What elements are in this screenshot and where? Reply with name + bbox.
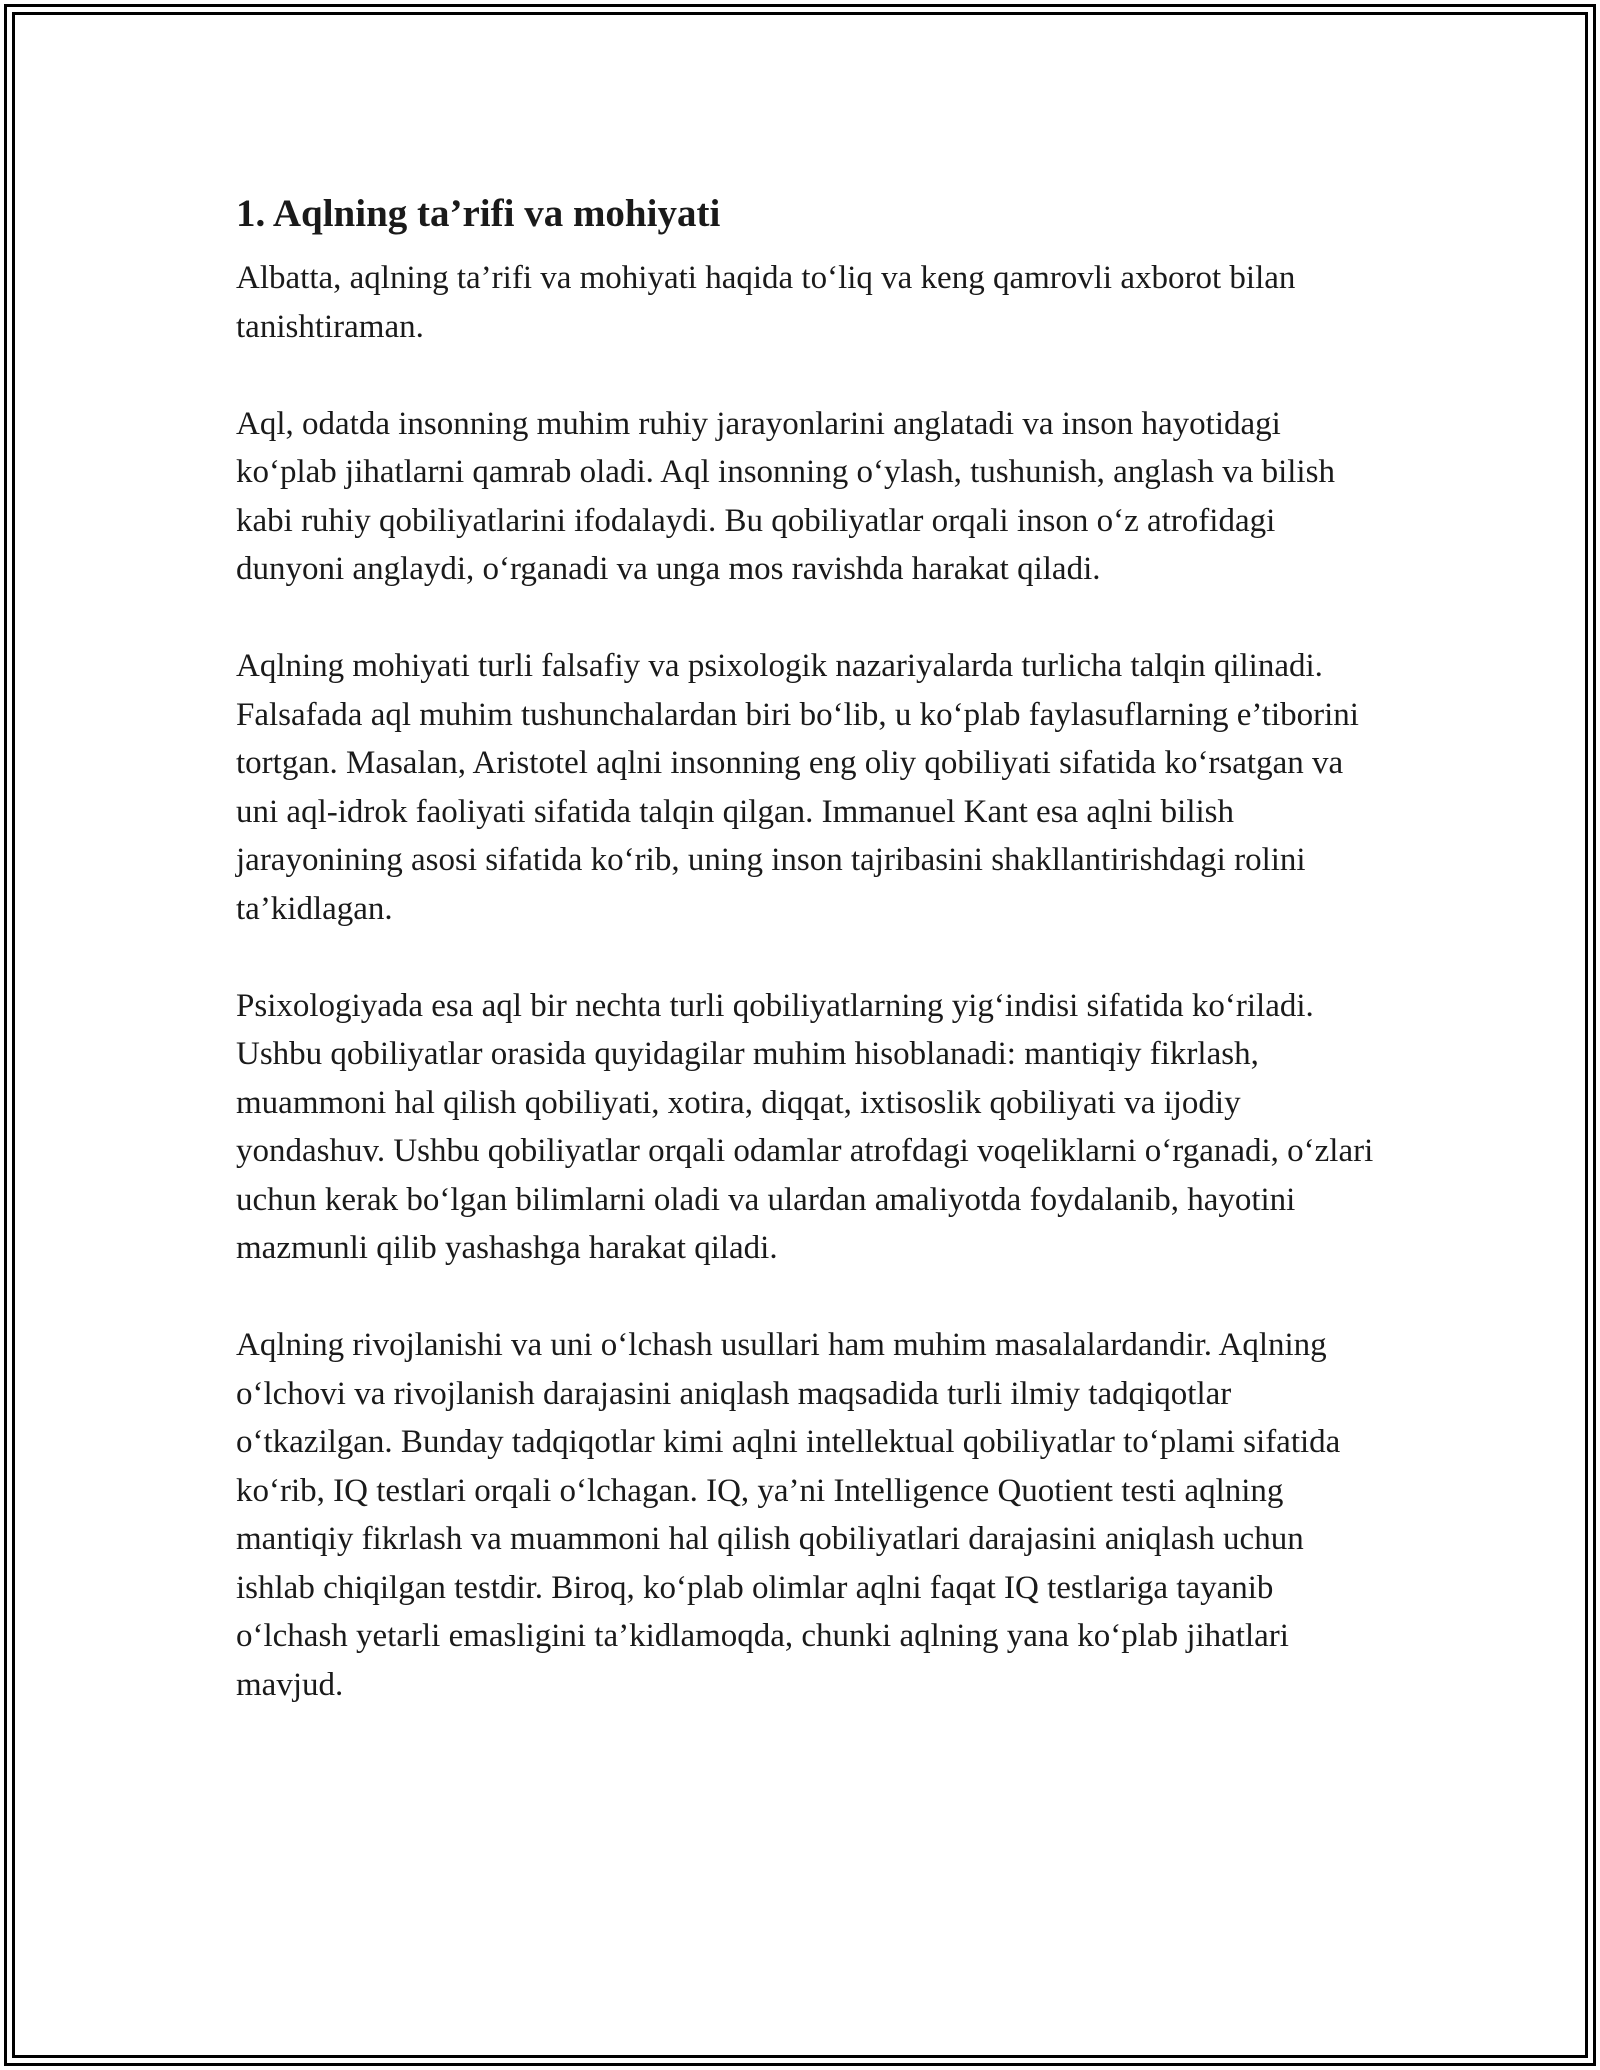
paragraph-intro: Albatta, aqlning ta’rifi va mohiyati haqida to‘liq va keng qamrovli axborot bilan tanishtiraman.: [236, 260, 1296, 345]
paragraph-philosophy: Aqlning mohiyati turli falsafiy va psixologik nazariyalarda turlicha talqin qilinadi. Falsafada aql muhim tushunchalardan biri bo‘lib, u ko‘plab faylasuflarning e’tiborini tortgan. Masalan, Aristotel aqlni insonning eng oliy qobiliyati sifatida ko‘rsatgan va uni aql-idrok faoliyati sifatida talqin qilgan. Immanuel Kant esa aqlni bilish jarayonining asosi sifatida ko‘rib, uning inson tajribasini shakllantirishdagi rolini ta’kidlagan.: [236, 648, 1359, 927]
paragraph-psychology: Psixologiyada esa aql bir nechta turli qobiliyatlarning yig‘indisi sifatida ko‘riladi. Ushbu qobiliyatlar orasida quyidagilar muhim hisoblanadi: mantiqiy fikrlash, muammoni hal qilish qobiliyati, xotira, diqqat, ixtisoslik qobiliyati va ijodiy yondashuv. Ushbu qobiliyatlar orqali odamlar atrofdagi voqeliklarni o‘rganadi, o‘zlari uchun kerak bo‘lgan bilimlarni oladi va ulardan amaliyotda foydalanib, hayotini mazmunli qilib yashashga harakat qiladi.: [236, 987, 1374, 1266]
section-heading: 1. Aqlning ta’rifi va mohiyati: [236, 192, 721, 235]
document-body: [236, 188, 1376, 1758]
paragraph-definition: Aql, odatda insonning muhim ruhiy jarayonlarini anglatadi va inson hayotidagi ko‘plab jihatlarni qamrab oladi. Aql insonning o‘ylash, tushunish, anglash va bilish kabi ruhiy qobiliyatlarini ifodalaydi. Bu qobiliyatlar orqali inson o‘z atrofidagi dunyoni anglaydi, o‘rganadi va unga mos ravishda harakat qiladi.: [236, 405, 1335, 587]
paragraph-measurement: Aqlning rivojlanishi va uni o‘lchash usullari ham muhim masalalardandir. Aqlning o‘lchovi va rivojlanish darajasini aniqlash maqsadida turli ilmiy tadqiqotlar o‘tkazilgan. Bunday tadqiqotlar kimi aqlni intellektual qobiliyatlar to‘plami sifatida ko‘rib, IQ testlari orqali o‘lchagan. IQ, ya’ni Intelligence Quotient testi aqlning mantiqiy fikrlash va muammoni hal qilish qobiliyatlari darajasini aniqlash uchun ishlab chiqilgan testdir. Biroq, ko‘plab olimlar aqlni faqat IQ testlariga tayanib o‘lchash yetarli emasligini ta’kidlamoqda, chunki aqlning yana ko‘plab jihatlari mavjud.: [236, 1327, 1341, 1703]
